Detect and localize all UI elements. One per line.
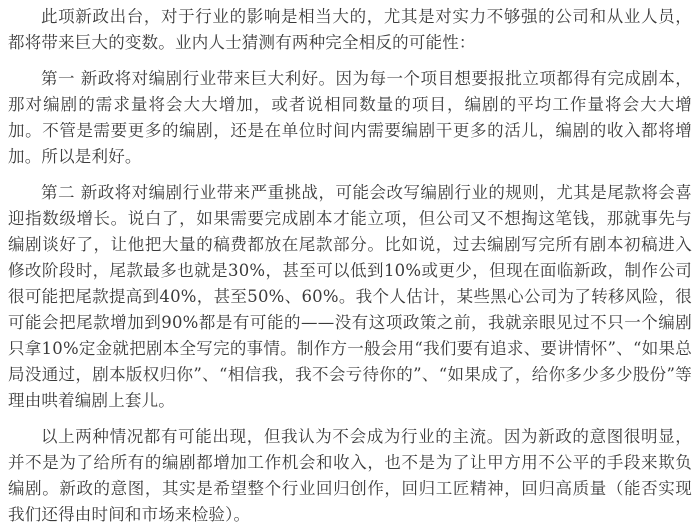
- paragraph-second-possibility: 第二 新政将对编剧行业带来严重挑战，可能会改写编剧行业的规则，尤其是尾款将会喜迎指数级增长。说白了，如果需要完成剧本才能立项，但公司又不想掏这笔钱，那就事先与编剧谈好了，让他把大量的稿费都放在尾款部分。比如说，过去编剧写完所有剧本初稿进入修改阶段时，尾款最多也就是30%，甚至可以低到10%或更少，但现在面临新政，制作公司很可能把尾款提高到40%，甚至50%、60%。我个人估计，某些黑心公司为了转移风险，很可能会把尾款增加到90%都是有可能的——没有这项政策之前，我就亲眼见过不只一个编剧只拿10%定金就把剧本全写完的事情。制作方一般会用“我们要有追求、要讲情怀”、“如果总局没通过，剧本版权归你”、“相信我，我不会亏待你的”、“如果成了，给你多少多少股份”等理由哄着编剧上套儿。: [8, 183, 692, 410]
- paragraph-intro: 此项新政出台，对于行业的影响是相当大的，尤其是对实力不够强的公司和从业人员，都将带来巨大的变数。业内人士猜测有两种完全相反的可能性：: [8, 7, 692, 52]
- paragraph-conclusion: 以上两种情况都有可能出现，但我认为不会成为行业的主流。因为新政的意图很明显，并不是为了给所有的编剧都增加工作机会和收入，也不是为了让甲方用不公平的手段来欺负编剧。新政的意图，其实是希望整个行业回归创作，回归工匠精神，回归高质量（能否实现我们还得由时间和市场来检验）。: [8, 427, 692, 524]
- paragraph-first-possibility: 第一 新政将对编剧行业带来巨大利好。因为每一个项目想要报批立项都得有完成剧本，那对编剧的需求量将会大大增加，或者说相同数量的项目，编剧的平均工作量将会大大增加。不管是需要更多的编剧，还是在单位时间内需要编剧干更多的活儿，编剧的收入都将增加。所以是利好。: [8, 69, 692, 166]
